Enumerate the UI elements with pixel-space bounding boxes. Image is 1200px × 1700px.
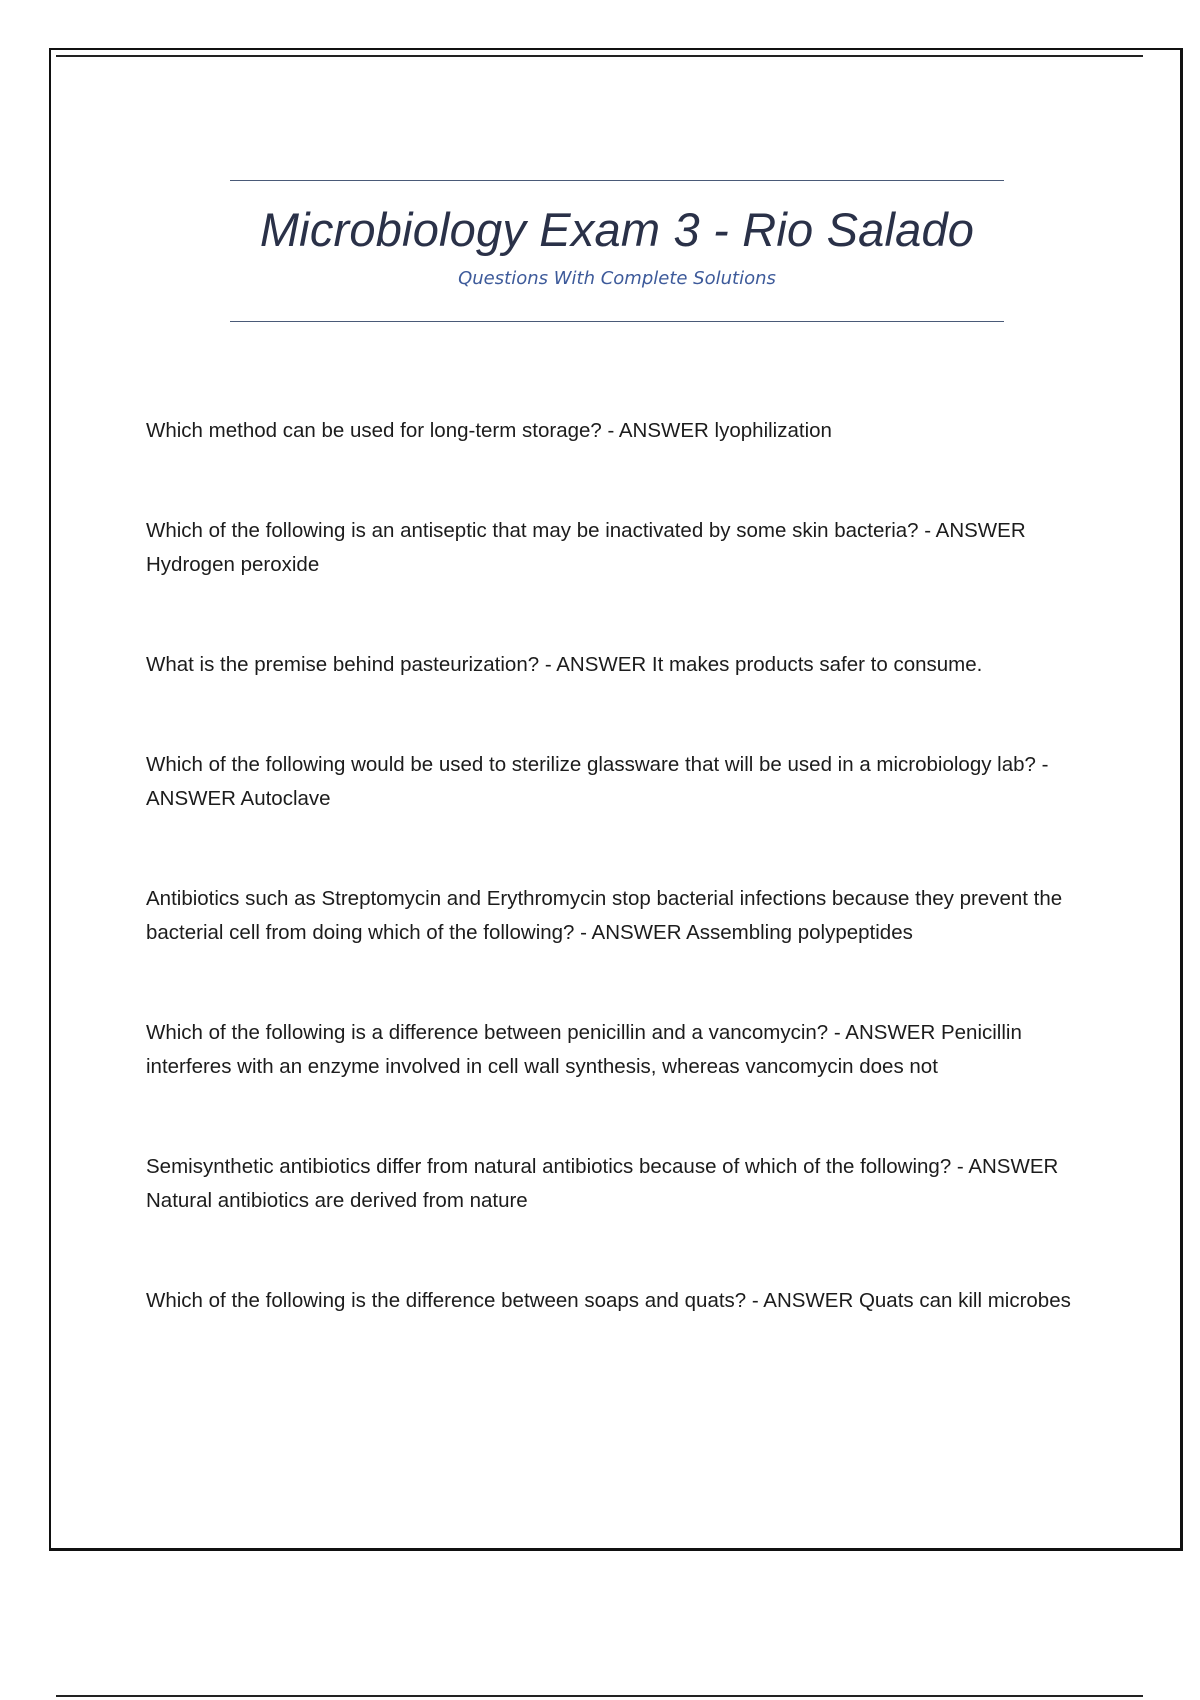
qa-item: Which of the following would be used to sterilize glassware that will be used in a microbiology lab? - ANSWER Autoclave (146, 753, 1049, 810)
qa-item: Semisynthetic antibiotics differ from natural antibiotics because of which of the following? - ANSWER Natural antibiotics are derived from nature (146, 1155, 1059, 1212)
title-bottom-rule (230, 321, 1004, 322)
title-top-rule (230, 180, 1004, 181)
qa-item: Which method can be used for long-term storage? - ANSWER lyophilization (146, 419, 832, 442)
qa-item: Which of the following is the difference between soaps and quats? - ANSWER Quats can kill microbes (146, 1289, 1071, 1312)
bottom-rule (56, 1695, 1143, 1697)
qa-item: Antibiotics such as Streptomycin and Erythromycin stop bacterial infections because they prevent the bacterial cell from doing which of the following? - ANSWER Assembling polypeptides (146, 887, 1063, 944)
document-subtitle: Questions With Complete Solutions (458, 268, 776, 289)
document-title: Microbiology Exam 3 - Rio Salado (259, 203, 975, 256)
title-block (230, 180, 1004, 322)
qa-item: Which of the following is an antiseptic that may be inactivated by some skin bacteria? - ANSWER Hydrogen peroxide (146, 519, 1026, 576)
qa-item: What is the premise behind pasteurization? - ANSWER It makes products safer to consume. (146, 653, 983, 676)
qa-list (146, 414, 1106, 1384)
top-rule (56, 55, 1143, 57)
qa-item: Which of the following is a difference between penicillin and a vancomycin? - ANSWER Penicillin interferes with an enzyme involved in cell wall synthesis, whereas vancomycin does not (146, 1021, 1022, 1078)
